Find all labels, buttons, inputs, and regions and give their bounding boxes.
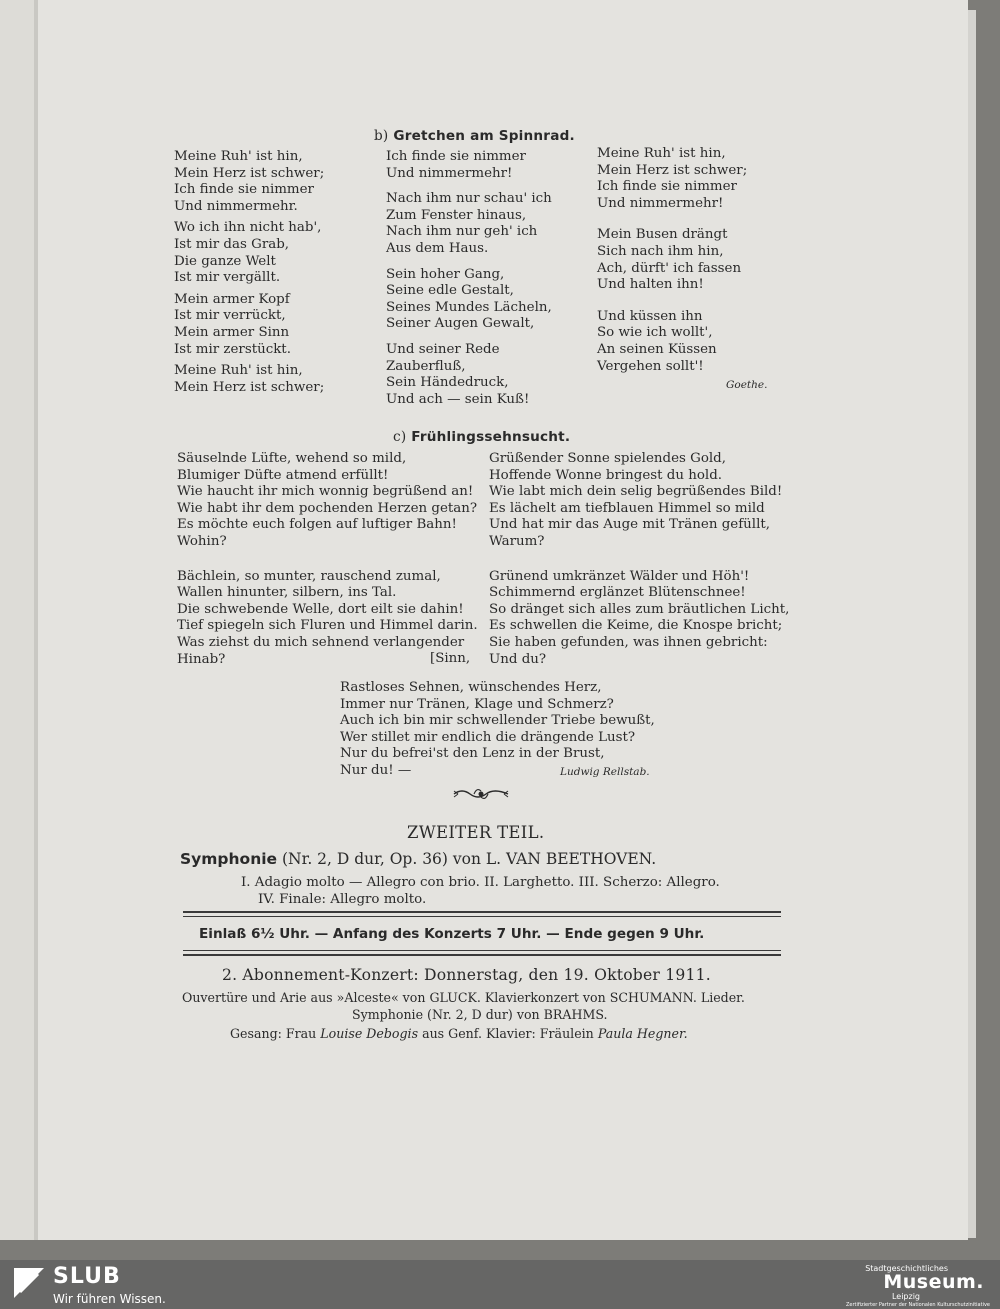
verse-line: Ist mir das Grab, <box>174 236 290 252</box>
verse-line: Und nimmermehr! <box>386 165 513 181</box>
next-concert-performers <box>230 1026 688 1041</box>
verse-line: Und nimmermehr. <box>174 198 298 214</box>
verse-line: Aus dem Haus. <box>386 240 489 256</box>
verse-line: Und hat mir das Auge mit Tränen gefüllt, <box>489 517 770 533</box>
verse-line: Immer nur Tränen, Klage und Schmerz? <box>340 696 614 712</box>
floral-ornament-icon <box>452 784 510 804</box>
verse-line: Wohin? <box>177 533 227 549</box>
verse-line: Wie haucht ihr mich wonnig begrüßend an! <box>177 484 474 500</box>
verse-line: Nur du! — <box>340 762 412 778</box>
verse-line: Meine Ruh' ist hin, <box>174 363 303 379</box>
museum-name[interactable]: Museum. <box>883 1271 984 1293</box>
section-c-heading <box>393 429 570 445</box>
verse-line: Ist mir vergällt. <box>174 270 281 286</box>
concert-times: Einlaß 6½ Uhr. — Anfang des Konzerts 7 Uhr. — Ende gegen 9 Uhr. <box>199 926 705 942</box>
verse-line: Mein armer Kopf <box>174 291 290 307</box>
section-c-label: c) <box>393 429 407 445</box>
museum-partner-note: Zertifizierter Partner der Nationalen Kulturschutzinitiative <box>845 1302 990 1308</box>
verse-line: Wallen hinunter, silbern, ins Tal. <box>177 585 397 601</box>
author-goethe: Goethe. <box>726 379 768 391</box>
museum-subtitle: Stadtgeschichtliches <box>865 1264 948 1273</box>
verse-line: Grüßender Sonne spielendes Gold, <box>489 451 727 466</box>
verse-line: Sie haben gefunden, was ihnen gebricht: <box>489 634 768 650</box>
verse-line: Wie labt mich dein selig begrüßendes Bild! <box>489 484 783 500</box>
verse-line: Sein Händedruck, <box>386 375 509 391</box>
section-c-title: Frühlingssehnsucht. <box>411 429 571 445</box>
verse-line: Ich finde sie nimmer <box>174 182 314 198</box>
verse-line: Mein Herz ist schwer; <box>174 165 325 181</box>
double-rule-top-inner <box>183 916 781 917</box>
section-b-label: b) <box>374 128 389 144</box>
verse-line: Rastloses Sehnen, wünschendes Herz, <box>340 680 602 695</box>
verse-line: Hoffende Wonne bringest du hold. <box>489 467 723 483</box>
verse-line: Sein hoher Gang, <box>386 266 505 282</box>
part-two-heading: ZWEITER TEIL. <box>407 823 545 842</box>
verse-line: Ich finde sie nimmer <box>597 179 737 195</box>
verse-line: Ist mir verrückt, <box>174 308 286 324</box>
page-edge <box>968 10 976 1238</box>
verse-line: Tief spiegeln sich Fluren und Himmel darin. <box>177 618 478 634</box>
verse-line: Und du? <box>489 651 547 667</box>
singer-prefix: Gesang: Frau <box>230 1026 317 1041</box>
verse-line: Bächlein, so munter, rauschend zumal, <box>177 568 441 584</box>
verse-line: Grünend umkränzet Wälder und Höh'! <box>489 568 750 584</box>
movements-line-2: IV. Finale: Allegro molto. <box>258 892 427 907</box>
poem-c-final-stanza <box>340 680 655 780</box>
verse-line: Seines Mundes Lächeln, <box>386 299 552 315</box>
pianist-name: Paula Hegner. <box>597 1026 688 1041</box>
double-rule-bottom <box>183 954 781 956</box>
verse-line: Was ziehst du mich sehnend verlangender <box>177 634 465 650</box>
verse-line: Es möchte euch folgen auf luftiger Bahn! <box>177 517 457 533</box>
section-b-title: Gretchen am Spinnrad. <box>393 128 575 144</box>
poem-c-right-column <box>489 451 789 668</box>
turnover-word: [Sinn, <box>430 651 471 666</box>
verse-line: Hinab? <box>177 651 226 667</box>
poem-c-left-column <box>177 451 478 668</box>
verse-line: Sich nach ihm hin, <box>597 243 724 259</box>
verse-line: Es schwellen die Keime, die Knospe bricht; <box>489 618 783 634</box>
slub-logo-icon[interactable] <box>14 1268 44 1298</box>
verse-line: Die schwebende Welle, dort eilt sie dahin! <box>177 601 464 617</box>
verse-line: Ist mir zerstückt. <box>174 341 291 357</box>
verse-line: Es lächelt am tiefblauen Himmel so mild <box>489 500 765 516</box>
verse-line: Und seiner Rede <box>386 341 500 357</box>
verse-line: So dränget sich alles zum bräutlichen Licht, <box>489 601 790 617</box>
next-concert-program-2: Symphonie (Nr. 2, D dur) von BRAHMS. <box>352 1007 608 1022</box>
verse-line: An seinen Küssen <box>597 341 717 357</box>
footer-bar <box>0 1260 1000 1309</box>
symphony-label: Symphonie <box>180 850 278 868</box>
verse-line: Mein Herz ist schwer; <box>597 162 748 178</box>
verse-line: Wo ich ihn nicht hab', <box>174 220 322 236</box>
double-rule-top <box>183 911 781 913</box>
verse-line: Zauberfluß, <box>386 358 466 374</box>
symphony-line <box>180 850 656 868</box>
poem-b-column-1 <box>174 149 324 396</box>
verse-line: Die ganze Welt <box>174 253 276 269</box>
verse-line: Nach ihm nur geh' ich <box>386 224 538 240</box>
verse-line: Zum Fenster hinaus, <box>386 207 527 223</box>
verse-line: Schimmernd erglänzet Blütenschnee! <box>489 585 746 601</box>
verse-line: So wie ich wollt', <box>597 325 713 341</box>
author-rellstab: Ludwig Rellstab. <box>560 766 650 778</box>
verse-line: Und halten ihn! <box>597 277 704 293</box>
slub-name[interactable]: SLUB <box>53 1264 121 1289</box>
verse-line: Säuselnde Lüfte, wehend so mild, <box>177 451 407 466</box>
pianist-prefix: aus Genf. Klavier: Fräulein <box>422 1026 594 1041</box>
verse-line: Ich finde sie nimmer <box>386 149 526 164</box>
singer-name: Louise Debogis <box>320 1026 419 1041</box>
poem-b-column-3 <box>597 146 747 375</box>
poem-b-column-2 <box>386 149 552 408</box>
verse-line: Nach ihm nur schau' ich <box>386 191 552 207</box>
verse-line: Wie habt ihr dem pochenden Herzen getan? <box>177 500 478 516</box>
double-rule-bottom-inner <box>183 950 781 951</box>
verse-line: Wer stillet mir endlich die drängende Lust? <box>340 729 636 745</box>
verse-line: Meine Ruh' ist hin, <box>597 146 726 161</box>
verse-line: Und küssen ihn <box>597 308 703 324</box>
verse-line: Und ach — sein Kuß! <box>386 391 530 407</box>
next-concert-title: 2. Abonnement-Konzert: Donnerstag, den 19. Oktober 1911. <box>222 966 711 984</box>
next-concert-program-1: Ouvertüre und Arie aus »Alceste« von GLUCK. Klavierkonzert von SCHUMANN. Lieder. <box>182 990 745 1005</box>
verse-line: Vergehen sollt'! <box>597 358 704 374</box>
verse-line: Meine Ruh' ist hin, <box>174 149 303 164</box>
verse-line: Nur du befrei'st den Lenz in der Brust, <box>340 746 605 762</box>
verse-line: Ach, dürft' ich fassen <box>597 260 742 276</box>
verse-line: Mein Busen drängt <box>597 227 728 243</box>
verse-line: Seine edle Gestalt, <box>386 283 514 299</box>
verse-line: Mein Herz ist schwer; <box>174 379 325 395</box>
museum-city: Leipzig <box>891 1292 920 1301</box>
verse-line: Auch ich bin mir schwellender Triebe bewußt, <box>340 713 655 729</box>
verse-line: Blumiger Düfte atmend erfüllt! <box>177 467 389 483</box>
page-fold-left <box>0 0 37 1240</box>
verse-line: Warum? <box>489 533 545 549</box>
verse-line: Mein armer Sinn <box>174 324 290 340</box>
symphony-detail: (Nr. 2, D dur, Op. 36) von L. VAN BEETHOVEN. <box>282 850 657 868</box>
verse-line: Und nimmermehr! <box>597 195 724 211</box>
verse-line: Seiner Augen Gewalt, <box>386 316 535 332</box>
slub-tagline: Wir führen Wissen. <box>53 1292 166 1306</box>
section-b-heading <box>374 128 575 144</box>
movements-line-1: I. Adagio molto — Allegro con brio. II. Larghetto. III. Scherzo: Allegro. <box>241 875 720 890</box>
